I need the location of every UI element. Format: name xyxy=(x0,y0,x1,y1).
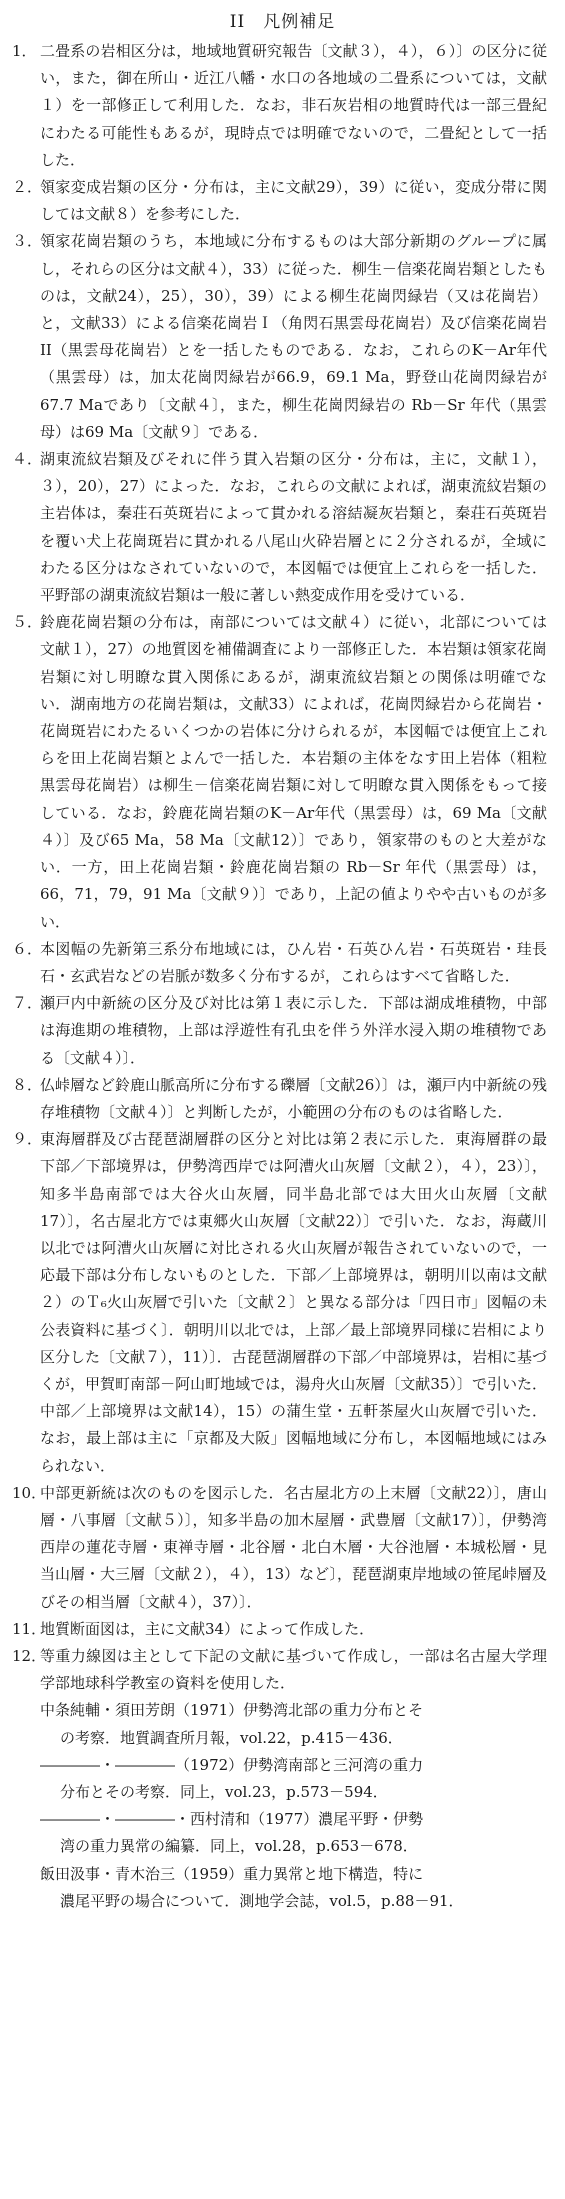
note-number: 10． xyxy=(12,1483,47,1502)
note-text: 瀬戸内中新統の区分及び対比は第１表に示した．下部は湖成堆積物，中部は海進期の堆積物，上部は浮遊性有孔虫を伴う外洋水浸入期の堆積物である〔文献４）〕． xyxy=(40,994,547,1067)
note-item xyxy=(0,1616,565,1643)
note-number: 11． xyxy=(12,1619,47,1638)
note-item xyxy=(0,174,565,228)
note-number: ８． xyxy=(12,1075,43,1094)
notes-list xyxy=(0,38,565,1915)
note-text: 領家変成岩類の区分・分布は，主に文献29），39）に従い，変成分帯に関しては文献８）を参考にした． xyxy=(40,178,547,224)
note-number: ９． xyxy=(12,1130,43,1149)
note-text: 鈴鹿花崗岩類の分布は，南部については文献４）に従い，北部については文献１），27）の地質図を補備調査により一部修正した．本岩類は領家花崗岩類に対し明瞭な貫入関係にあるが，湖東流紋岩類との関係は明確でない．湖南地方の花崗岩類は，文献33）によれば，花崗閃緑岩から花崗岩・花崗斑岩にわたるいくつかの岩体に分けられるが，本図幅では便宜上これらを田上花崗岩類とよんで一括した．本岩類の主体をなす田上岩体（粗粒黒雲母花崗岩）は柳生－信楽花崗岩類に対して明瞭な貫入関係をもって接している．なお，鈴鹿花崗岩類のK－Ar年代（黒雲母）は，69 Ma〔文献４）〕及び65 Ma，58 Ma〔文献12）〕であり，領家帯のものと大差がない．一方，田上花崗岩類・鈴鹿花崗岩類の Rb－Sr 年代（黒雲母）は，66，71，79，91 Ma〔文献９）〕であり，上記の値よりやや古いものが多い． xyxy=(40,613,547,931)
note-item xyxy=(0,1480,565,1616)
note-text: 中部更新統は次のものを図示した．名古屋北方の上末層〔文献22）〕，唐山層・八事層〔文献５）〕，知多半島の加木屋層・武豊層〔文献17）〕，伊勢湾西岸の蓮花寺層・東禅寺層・北谷層・北白木層・大谷池層・本城松層・見当山層・大三層〔文献２），４），13）など〕，琵琶湖東岸地域の笹尾峠層及びその相当層〔文献４），37）〕． xyxy=(40,1483,547,1611)
note-number: ３． xyxy=(12,232,43,251)
note-text: 東海層群及び古琵琶湖層群の区分と対比は第２表に示した．東海層群の最下部／下部境界は，伊勢湾西岸では阿漕火山灰層〔文献２），４），23）〕，知多半島南部では大谷火山灰層，同半島北部では大田火山灰層〔文献17）〕，名古屋北方では東郷火山灰層〔文献22）〕で引いた．なお，海蔵川以北では阿漕火山灰層に対比される火山灰層が報告されていないので，一応最下部は分布しないものとした．下部／上部境界は，朝明川以南は文献２）のＴ₆火山灰層で引いた〔文献２〕と異なる部分は「四日市」図幅の未公表資料に基づく〕．朝明川以北では，上部／最上部境界同様に岩相により区分した〔文献７），11）〕．古琵琶湖層群の下部／中部境界は，岩相に基づくが，甲賀町南部－阿山町地域では，湯舟火山灰層〔文献35）〕で引いた．中部／上部境界は文献14），15）の蒲生堂・五軒茶屋火山灰層で引いた．なお，最上部は主に「京都及大阪」図幅地域に分布し，本図幅地域にはみられない． xyxy=(40,1130,547,1475)
reference-first-line: ――――・――――・西村清和（1977）濃尾平野・伊勢 xyxy=(40,1810,424,1829)
note-number: ６． xyxy=(12,939,43,958)
note-item xyxy=(0,1126,565,1480)
reference-continuation: 湾の重力異常の編纂．同上，vol.28，p.653－678． xyxy=(60,1837,418,1856)
reference-continuation: 分布とその考察．同上，vol.23，p.573－594． xyxy=(60,1783,388,1801)
reference-continuation: の考察．地質調査所月報，vol.22，p.415－436． xyxy=(60,1728,403,1747)
note-text: 二畳系の岩相区分は，地域地質研究報告〔文献３），４），６）〕の区分に従い，また，御在所山・近江八幡・水口の各地域の二畳系については，文献１）を一部修正して利用した．なお，非石灰岩相の地質時代は一部三畳紀にわたる可能性もあるが，現時点では明確でないので，二畳紀として一括した． xyxy=(40,42,547,169)
reference-item xyxy=(40,1806,547,1860)
note-text: 本図幅の先新第三系分布地域には，ひん岩・石英ひん岩・石英斑岩・珪長石・玄武岩などの岩脈が数多く分布するが，これらはすべて省略した． xyxy=(40,939,547,985)
note-item xyxy=(0,936,565,990)
reference-item xyxy=(40,1697,547,1751)
note-item xyxy=(0,228,565,446)
reference-first-line: ――――・――――（1972）伊勢湾南部と三河湾の重力 xyxy=(40,1755,424,1774)
reference-first-line: 飯田汲事・青木治三（1959）重力異常と地下構造，特に xyxy=(40,1864,424,1883)
note-item xyxy=(0,1643,565,1915)
reference-list xyxy=(40,1697,547,1915)
note-item xyxy=(0,609,565,935)
note-number: 1． xyxy=(12,42,37,60)
note-text: 湖東流紋岩類及びそれに伴う貫入岩類の区分・分布は，主に，文献１），３），20），27）によった．なお，これらの文献によれば，湖東流紋岩類の主岩体は，秦荘石英斑岩によって貫かれる溶結凝灰岩類と，秦荘石英斑岩を覆い犬上花崗斑岩に貫かれる八尾山火砕岩層とに２分されるが，全域にわたる区分はなされていないので，本図幅では便宜上これらを一括した．平野部の湖東流紋岩類は一般に著しい熱変成作用を受けている． xyxy=(40,450,547,605)
note-number: ２． xyxy=(12,178,43,197)
note-number: 12． xyxy=(12,1646,47,1665)
note-text: 領家花崗岩類のうち，本地域に分布するものは大部分新期のグループに属し，それらの区分は文献４），33）に従った．柳生－信楽花崗岩類としたものは，文献24），25），30），39）による柳生花崗閃緑岩（又は花崗岩）と，文献33）による信楽花崗岩Ｉ（角閃石黒雲母花崗岩）及び信楽花崗岩II（黒雲母花崗岩）とを一括したものである．なお，これらのK－Ar年代（黒雲母）は，加太花崗閃緑岩が66.9，69.1 Ma，野登山花崗閃緑岩が67.7 Maであり〔文献４〕，また，柳生花崗閃緑岩の Rb－Sr 年代（黒雲母）は69 Ma〔文献９〕である． xyxy=(40,232,547,441)
note-number: ５． xyxy=(12,613,43,632)
note-number: ４． xyxy=(12,450,43,469)
note-item xyxy=(0,990,565,1072)
note-text: 等重力線図は主として下記の文献に基づいて作成し，一部は名古屋大学理学部地球科学教室の資料を使用した． xyxy=(40,1646,547,1693)
note-item xyxy=(0,446,565,609)
note-item xyxy=(0,38,565,174)
reference-first-line: 中条純輔・須田芳朗（1971）伊勢湾北部の重力分布とそ xyxy=(40,1701,424,1720)
note-number: ７． xyxy=(12,994,43,1013)
section-title: II 凡例補足 xyxy=(229,12,336,32)
reference-item xyxy=(40,1861,547,1915)
note-item xyxy=(0,1072,565,1126)
note-text: 地質断面図は，主に文献34）によって作成した． xyxy=(40,1619,375,1638)
reference-item xyxy=(40,1752,547,1806)
note-text: 仏峠層など鈴鹿山脈高所に分布する礫層〔文献26）〕は，瀬戸内中新統の残存堆積物〔文献４）〕と判断したが，小範囲の分布のものは省略した． xyxy=(40,1075,547,1121)
reference-continuation: 濃尾平野の場合について．測地学会誌，vol.5，p.88－91． xyxy=(60,1891,464,1910)
